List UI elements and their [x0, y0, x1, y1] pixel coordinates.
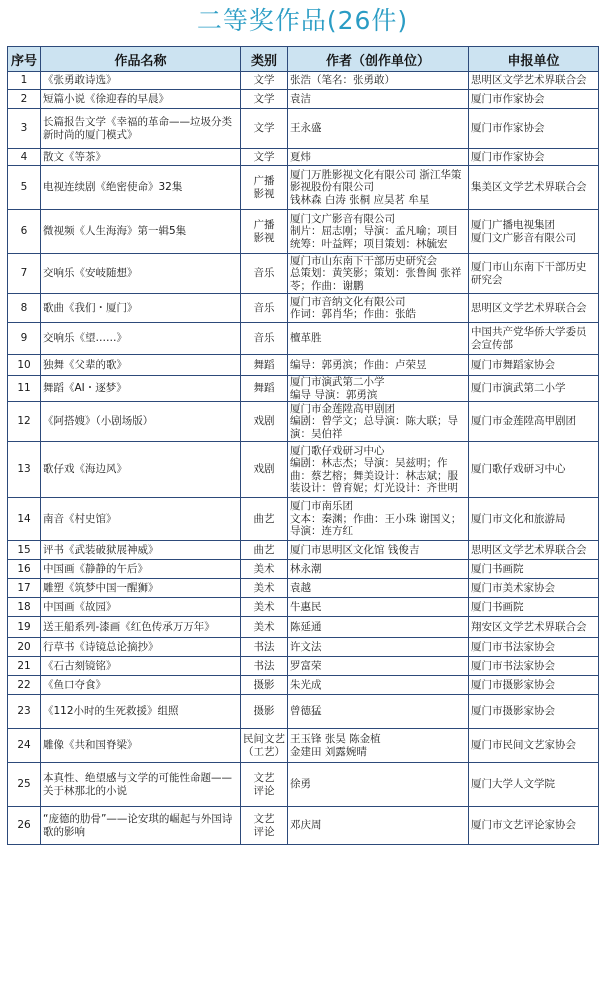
cell-unit: 厦门广播电视集团 厦门文广影音有限公司	[469, 210, 599, 254]
cell-unit: 厦门市金莲陞高甲剧团	[469, 402, 599, 442]
cell-author: 袁洁	[288, 90, 469, 109]
cell-title: 舞蹈《AI・逐梦》	[41, 376, 241, 402]
header-no: 序号	[8, 47, 41, 72]
table-row	[8, 254, 599, 294]
cell-category: 文学	[241, 72, 288, 90]
cell-author: 夏炜	[288, 149, 469, 166]
table-row	[8, 294, 599, 323]
cell-unit: 中国共产党华侨大学委员会宣传部	[469, 323, 599, 355]
cell-unit: 厦门市书法家协会	[469, 638, 599, 657]
cell-no: 26	[8, 807, 41, 845]
cell-unit: 思明区文学艺术界联合会	[469, 294, 599, 323]
cell-category: 舞蹈	[241, 376, 288, 402]
cell-title: 交响乐《望……》	[41, 323, 241, 355]
cell-author: 曾德猛	[288, 695, 469, 729]
cell-no: 6	[8, 210, 41, 254]
cell-author: 厦门文广影音有限公司 制片：屈志刚；导演：孟凡喻；项目统筹：叶益辉；项目策划：林毓宏	[288, 210, 469, 254]
cell-unit: 厦门市舞蹈家协会	[469, 355, 599, 376]
cell-title: 行草书《诗镜总论摘抄》	[41, 638, 241, 657]
table-row	[8, 210, 599, 254]
table-body	[8, 72, 599, 845]
cell-title: 评书《武装破狱展神威》	[41, 541, 241, 560]
cell-title: 本真性、绝望感与文学的可能性命题——关于林那北的小说	[41, 763, 241, 807]
cell-author: 徐勇	[288, 763, 469, 807]
cell-author: 王玉锋 张昊 陈金植 金建田 刘露婉晴	[288, 729, 469, 763]
cell-category: 摄影	[241, 676, 288, 695]
cell-no: 25	[8, 763, 41, 807]
cell-author: 许文法	[288, 638, 469, 657]
cell-title: 短篇小说《徐迎春的早晨》	[41, 90, 241, 109]
header-unit: 申报单位	[469, 47, 599, 72]
cell-category: 民间文艺 （工艺）	[241, 729, 288, 763]
cell-unit: 厦门书画院	[469, 598, 599, 617]
cell-title: 微视频《人生海海》第一辑5集	[41, 210, 241, 254]
cell-no: 18	[8, 598, 41, 617]
cell-category: 美术	[241, 560, 288, 579]
table-row	[8, 541, 599, 560]
cell-category: 戏剧	[241, 442, 288, 498]
table-row	[8, 109, 599, 149]
cell-title: “庞德的肋骨”——论安琪的崛起与外国诗歌的影响	[41, 807, 241, 845]
cell-category: 曲艺	[241, 541, 288, 560]
cell-title: 《阿搭嫂》（小剧场版）	[41, 402, 241, 442]
header-author: 作者（创作单位）	[288, 47, 469, 72]
cell-unit: 厦门市文艺评论家协会	[469, 807, 599, 845]
cell-unit: 厦门市作家协会	[469, 109, 599, 149]
cell-title: 雕塑《筑梦中国一醒狮》	[41, 579, 241, 598]
cell-category: 书法	[241, 657, 288, 676]
cell-category: 文学	[241, 90, 288, 109]
table-row	[8, 149, 599, 166]
cell-title: 散文《等茶》	[41, 149, 241, 166]
cell-title: 交响乐《安岐随想》	[41, 254, 241, 294]
cell-author: 厦门市演武第二小学 编导 导演：郭勇滨	[288, 376, 469, 402]
cell-title: 《石古刻镜铭》	[41, 657, 241, 676]
table-row	[8, 402, 599, 442]
cell-category: 摄影	[241, 695, 288, 729]
cell-title: 《鱼口夺食》	[41, 676, 241, 695]
cell-no: 15	[8, 541, 41, 560]
table-row	[8, 90, 599, 109]
table-row	[8, 807, 599, 845]
table-header-row	[8, 47, 599, 72]
page-title: 二等奖作品(26件)	[196, 6, 409, 35]
cell-category: 美术	[241, 617, 288, 638]
cell-unit: 厦门市摄影家协会	[469, 676, 599, 695]
cell-title: 歌仔戏《海边风》	[41, 442, 241, 498]
cell-unit: 厦门大学人文学院	[469, 763, 599, 807]
cell-unit: 思明区文学艺术界联合会	[469, 541, 599, 560]
cell-unit: 翔安区文学艺术界联合会	[469, 617, 599, 638]
cell-no: 2	[8, 90, 41, 109]
cell-unit: 厦门市山东南下干部历史研究会	[469, 254, 599, 294]
header-category: 类别	[241, 47, 288, 72]
cell-title: 中国画《故园》	[41, 598, 241, 617]
cell-no: 12	[8, 402, 41, 442]
table-row	[8, 498, 599, 541]
cell-author: 厦门万胜影视文化有限公司 浙江华策影视股份有限公司 钱林森 白涛 张桐 应昊茗 牟星	[288, 166, 469, 210]
cell-author: 林永潮	[288, 560, 469, 579]
cell-no: 3	[8, 109, 41, 149]
cell-title: 独舞《父辈的歌》	[41, 355, 241, 376]
cell-no: 7	[8, 254, 41, 294]
cell-no: 4	[8, 149, 41, 166]
cell-author: 厦门市思明区文化馆 钱俊吉	[288, 541, 469, 560]
cell-unit: 厦门市演武第二小学	[469, 376, 599, 402]
table-row	[8, 598, 599, 617]
cell-category: 广播 影视	[241, 210, 288, 254]
table-row	[8, 166, 599, 210]
cell-unit: 厦门市美术家协会	[469, 579, 599, 598]
cell-no: 24	[8, 729, 41, 763]
cell-no: 13	[8, 442, 41, 498]
cell-category: 美术	[241, 598, 288, 617]
cell-category: 戏剧	[241, 402, 288, 442]
cell-title: 南音《村史馆》	[41, 498, 241, 541]
cell-author: 王永盛	[288, 109, 469, 149]
table-row	[8, 763, 599, 807]
cell-author: 编导：郭勇滨；作曲：卢荣昱	[288, 355, 469, 376]
table-row	[8, 676, 599, 695]
awards-table	[7, 46, 599, 845]
cell-unit: 厦门市摄影家协会	[469, 695, 599, 729]
cell-author: 厦门市山东南下干部历史研究会 总策划：黄笑影；策划：张鲁闽 张祥苓；作曲：谢鹏	[288, 254, 469, 294]
cell-title: 中国画《静静的午后》	[41, 560, 241, 579]
cell-author: 厦门市金莲陞高甲剧团 编剧：曾学文；总导演：陈大联；导演：吴伯祥	[288, 402, 469, 442]
cell-category: 文艺 评论	[241, 807, 288, 845]
cell-author: 袁越	[288, 579, 469, 598]
cell-no: 17	[8, 579, 41, 598]
cell-category: 音乐	[241, 323, 288, 355]
cell-unit: 厦门市书法家协会	[469, 657, 599, 676]
cell-no: 9	[8, 323, 41, 355]
cell-category: 书法	[241, 638, 288, 657]
cell-unit: 厦门歌仔戏研习中心	[469, 442, 599, 498]
cell-title: 送王船系列-漆画《红色传承万万年》	[41, 617, 241, 638]
cell-category: 文艺 评论	[241, 763, 288, 807]
cell-no: 23	[8, 695, 41, 729]
cell-author: 朱光成	[288, 676, 469, 695]
table-row	[8, 323, 599, 355]
cell-no: 10	[8, 355, 41, 376]
cell-author: 张浩（笔名：张勇敢）	[288, 72, 469, 90]
cell-category: 文学	[241, 109, 288, 149]
cell-unit: 厦门市作家协会	[469, 149, 599, 166]
cell-unit: 集美区文学艺术界联合会	[469, 166, 599, 210]
cell-author: 邓庆周	[288, 807, 469, 845]
cell-unit: 厦门书画院	[469, 560, 599, 579]
cell-title: 长篇报告文学《幸福的革命——垃圾分类新时尚的厦门模式》	[41, 109, 241, 149]
cell-title: 《112小时的生死救援》组照	[41, 695, 241, 729]
cell-category: 舞蹈	[241, 355, 288, 376]
cell-unit: 厦门市文化和旅游局	[469, 498, 599, 541]
table-row	[8, 638, 599, 657]
cell-no: 16	[8, 560, 41, 579]
table-row	[8, 617, 599, 638]
cell-title: 电视连续剧《绝密使命》32集	[41, 166, 241, 210]
cell-author: 檀革胜	[288, 323, 469, 355]
cell-no: 1	[8, 72, 41, 90]
cell-author: 罗富荣	[288, 657, 469, 676]
table-row	[8, 72, 599, 90]
table-row	[8, 560, 599, 579]
cell-author: 厦门市南乐团 文本：秦渊；作曲：王小珠 谢国义；导演：连方红	[288, 498, 469, 541]
cell-category: 音乐	[241, 294, 288, 323]
cell-author: 牛惠民	[288, 598, 469, 617]
cell-no: 21	[8, 657, 41, 676]
cell-category: 美术	[241, 579, 288, 598]
cell-no: 22	[8, 676, 41, 695]
table-row	[8, 376, 599, 402]
cell-unit: 厦门市作家协会	[469, 90, 599, 109]
cell-category: 文学	[241, 149, 288, 166]
table-row	[8, 442, 599, 498]
table-row	[8, 355, 599, 376]
header-title: 作品名称	[41, 47, 241, 72]
cell-category: 广播 影视	[241, 166, 288, 210]
table-row	[8, 695, 599, 729]
cell-no: 14	[8, 498, 41, 541]
cell-author: 厦门歌仔戏研习中心 编剧：林志杰；导演：吴兹明；作曲：蔡艺榕；舞美设计：林志斌；服装设计：曾育妮；灯光设计：齐世明	[288, 442, 469, 498]
cell-no: 19	[8, 617, 41, 638]
cell-title: 歌曲《我们・厦门》	[41, 294, 241, 323]
cell-unit: 思明区文学艺术界联合会	[469, 72, 599, 90]
cell-author: 厦门市音纳文化有限公司 作词：郭肖华；作曲：张皓	[288, 294, 469, 323]
table-row	[8, 729, 599, 763]
table-row	[8, 579, 599, 598]
cell-author: 陈延通	[288, 617, 469, 638]
cell-no: 5	[8, 166, 41, 210]
table-row	[8, 657, 599, 676]
cell-no: 8	[8, 294, 41, 323]
cell-unit: 厦门市民间文艺家协会	[469, 729, 599, 763]
cell-category: 曲艺	[241, 498, 288, 541]
cell-title: 《张勇敢诗选》	[41, 72, 241, 90]
cell-no: 20	[8, 638, 41, 657]
cell-category: 音乐	[241, 254, 288, 294]
cell-no: 11	[8, 376, 41, 402]
cell-title: 雕像《共和国脊梁》	[41, 729, 241, 763]
